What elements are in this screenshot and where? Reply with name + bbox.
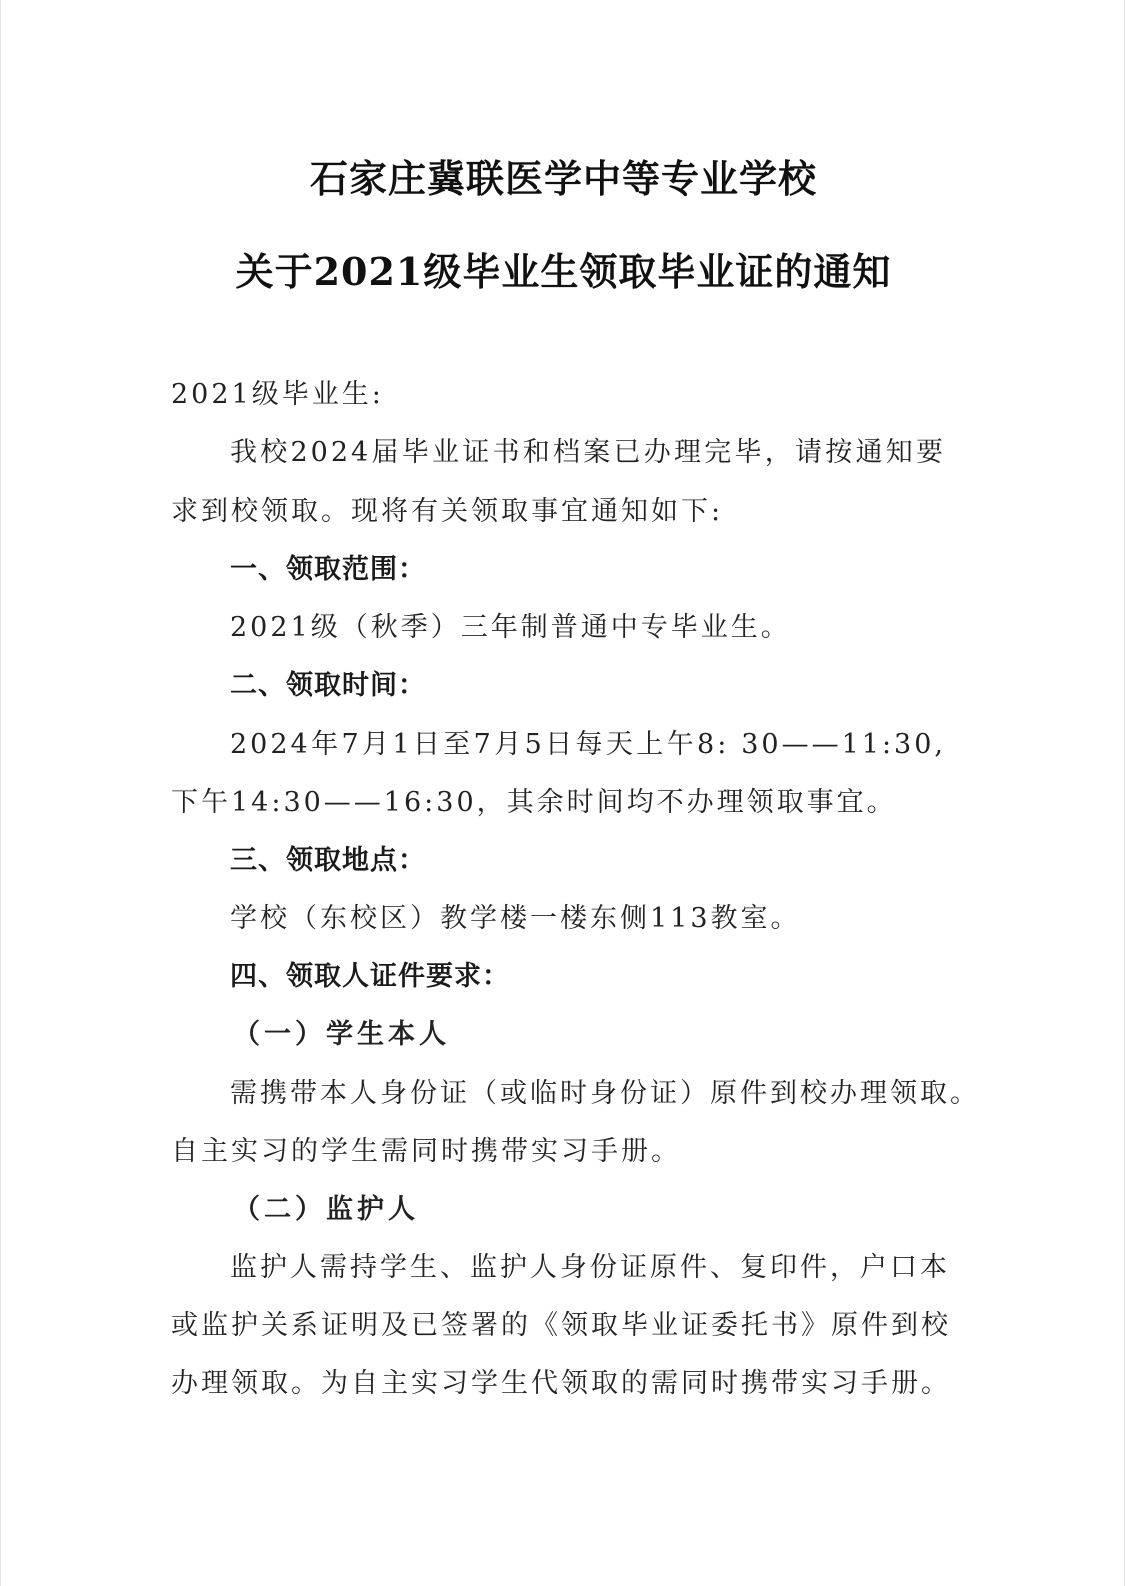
intro-paragraph-line-2: 求到校领取。现将有关领取事宜通知如下: <box>171 496 724 527</box>
section-2-heading: 二、领取时间： <box>230 670 426 701</box>
subsection-2-body-line-1: 监护人需持学生、监护人身份证原件、复印件，户口本 <box>230 1252 950 1283</box>
intro-paragraph-line-1: 我校2024届毕业证书和档案已办理完毕，请按通知要 <box>230 437 946 468</box>
subsection-2-heading: （二）监护人 <box>233 1194 419 1225</box>
section-3-body: 学校（东校区）教学楼一楼东侧113教室。 <box>230 903 801 934</box>
section-3-heading: 三、领取地点： <box>230 845 426 876</box>
salutation: 2021级毕业生: <box>171 379 384 410</box>
subsection-1-body-line-1: 需携带本人身份证（或临时身份证）原件到校办理领取。 <box>230 1078 980 1109</box>
document-title-line-2: 关于2021级毕业生领取毕业证的通知 <box>235 249 892 294</box>
section-2-body-line-1: 2024年7月1日至7月5日每天上午8: 30——11:30, <box>230 729 946 760</box>
subsection-2-body-line-3: 办理领取。为自主实习学生代领取的需同时携带实习手册。 <box>171 1368 951 1399</box>
subsection-1-heading: （一）学生本人 <box>233 1019 450 1050</box>
subsection-1-body-line-2: 自主实习的学生需同时携带实习手册。 <box>171 1136 681 1167</box>
section-4-heading: 四、领取人证件要求： <box>230 961 510 992</box>
subsection-2-body-line-2: 或监护关系证明及已签署的《领取毕业证委托书》原件到校 <box>171 1310 951 1341</box>
section-1-body: 2021级（秋季）三年制普通中专毕业生。 <box>230 612 791 643</box>
document-title-line-1: 石家庄冀联医学中等专业学校 <box>309 156 817 201</box>
section-1-heading: 一、领取范围： <box>230 554 426 585</box>
section-2-body-line-2: 下午14:30——16:30，其余时间均不办理领取事宜。 <box>171 787 897 818</box>
